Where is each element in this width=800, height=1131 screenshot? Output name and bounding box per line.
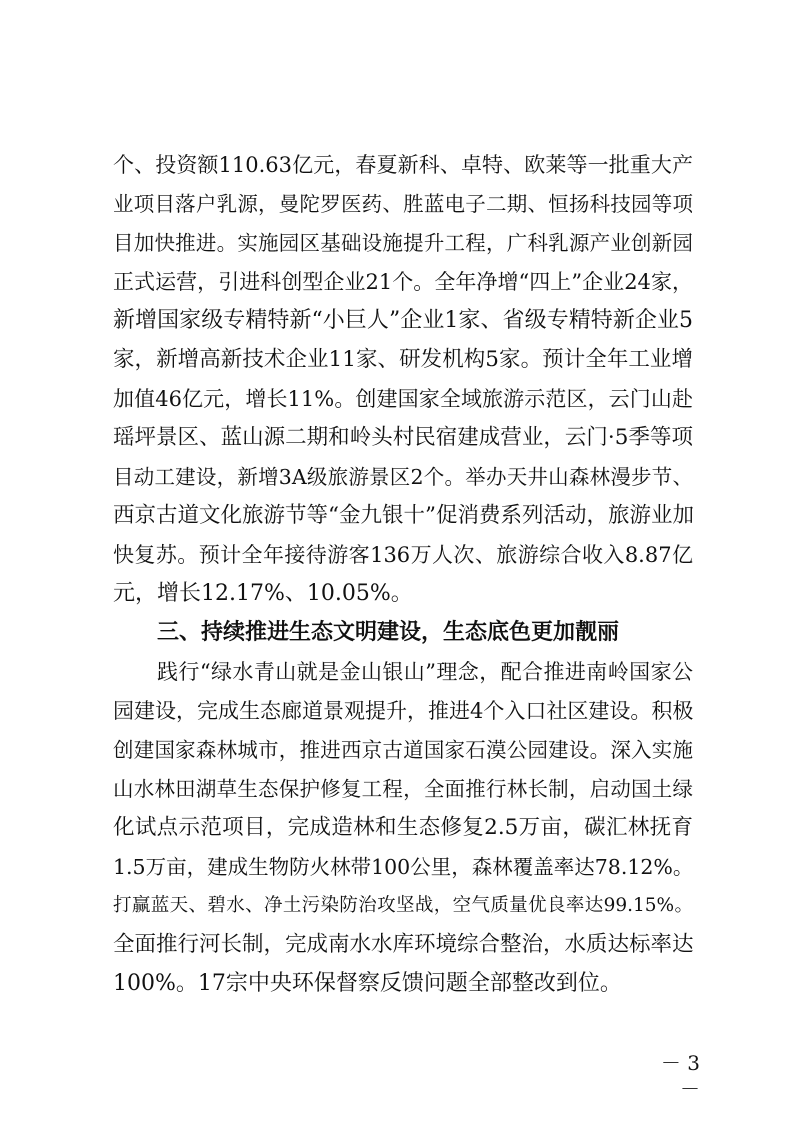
paragraph-line: 山水林田湖草生态保护修复工程，全面推行林长制，启动国土绿 — [113, 777, 693, 801]
paragraph-line: 新增国家级专精特新“小巨人”企业1家、省级专精特新企业5 — [113, 308, 693, 333]
section-heading: 三、持续推进生态文明建设，生态底色更加靓丽 — [157, 620, 620, 645]
paragraph-line: 西京古道文化旅游节等“金九银十”促消费系列活动，旅游业加 — [113, 503, 694, 528]
paragraph-line: 践行“绿水青山就是金山银山”理念，配合推进南岭国家公 — [157, 660, 693, 684]
paragraph-line: 100%。17宗中央环保督察反馈问题全部整改到位。 — [113, 971, 622, 996]
paragraph-line: 创建国家森林城市，推进西京古道国家石漠公园建设。深入实施 — [113, 738, 693, 762]
paragraph-line: 化试点示范项目，完成造林和生态修复2.5万亩，碳汇林抚育 — [113, 815, 693, 840]
paragraph-line: 个、投资额110.63亿元，春夏新科、卓特、欧莱等一批重大产 — [113, 153, 693, 177]
paragraph-line: 加值46亿元，增长11%。创建国家全域旅游示范区，云门山赴 — [113, 387, 693, 411]
paragraph-line: 正式运营，引进科创型企业21个。全年净增“四上”企业24家， — [113, 270, 693, 294]
paragraph-line: 1.5万亩，建成生物防火林带100公里，森林覆盖率达78.12%。 — [113, 855, 694, 879]
paragraph-line: 目动工建设，新增3A级旅游景区2个。举办天井山森林漫步节、 — [113, 465, 693, 489]
page-number: － 3 － — [660, 1051, 700, 1101]
paragraph-line: 瑶坪景区、蓝山源二期和岭头村民宿建成营业，云门·5季等项 — [113, 425, 693, 450]
paragraph-line: 打赢蓝天、碧水、净土污染防治攻坚战，空气质量优良率达99.15%。 — [113, 895, 693, 916]
paragraph-line: 家，新增高新技术企业11家、研发机构5家。预计全年工业增 — [113, 347, 693, 372]
paragraph-line: 业项目落户乳源，曼陀罗医药、胜蓝电子二期、恒扬科技园等项 — [113, 192, 693, 216]
paragraph-line: 快复苏。预计全年接待游客136万人次、旅游综合收入8.87亿 — [113, 543, 693, 567]
paragraph-line: 元，增长12.17%、10.05%。 — [113, 581, 413, 606]
paragraph-line: 目加快推进。实施园区基础设施提升工程，广科乳源产业创新园 — [113, 231, 693, 255]
paragraph-line: 园建设，完成生态廊道景观提升，推进4个入口社区建设。积极 — [113, 699, 694, 723]
paragraph-line: 全面推行河长制，完成南水水库环境综合整治，水质达标率达 — [113, 932, 694, 957]
